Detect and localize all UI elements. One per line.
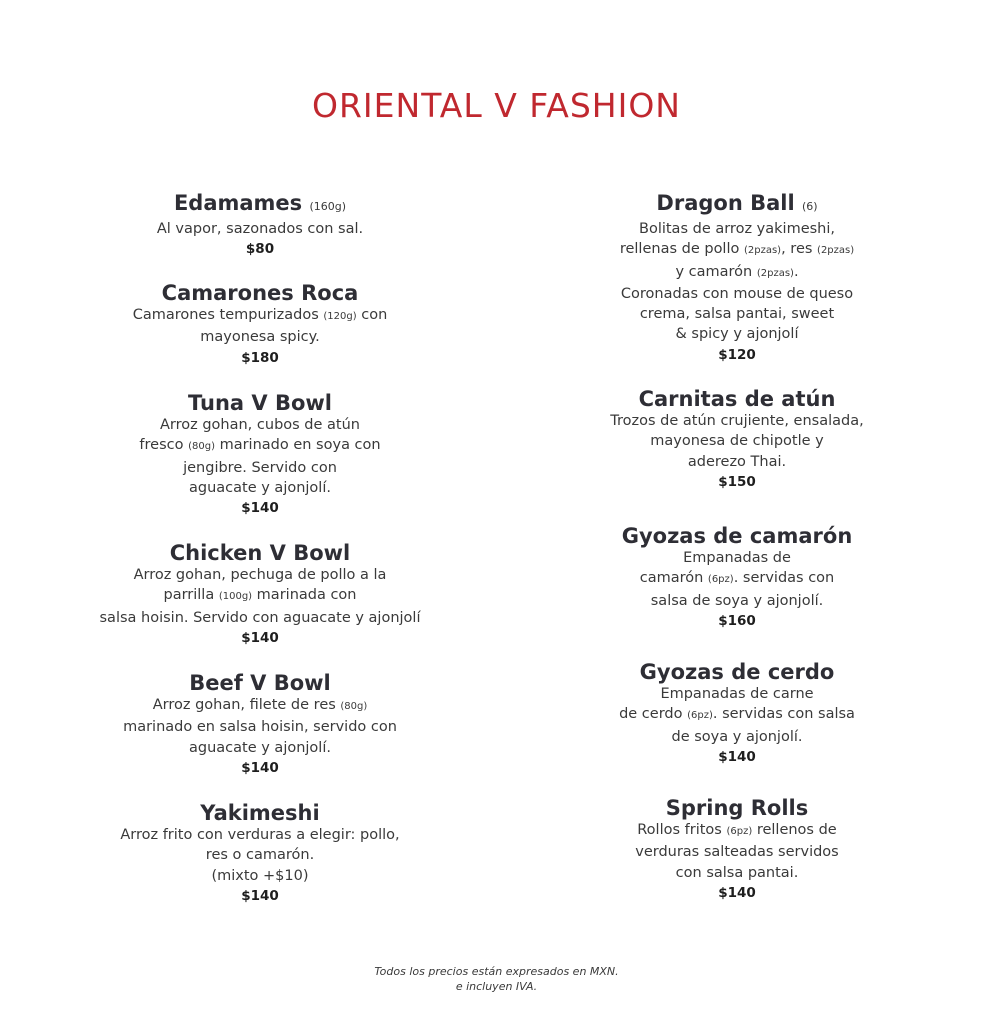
menu-item-camarones-roca <box>60 281 460 368</box>
description-segment: y camarón <box>675 263 757 280</box>
item-name-text: Dragon Ball <box>656 191 795 215</box>
description-line <box>537 324 937 344</box>
description-line <box>60 866 460 886</box>
item-name <box>537 191 937 219</box>
item-name <box>537 524 937 548</box>
item-description <box>60 565 460 628</box>
menu-title: ORIENTAL V FASHION <box>312 86 681 125</box>
item-name-text: Carnitas de atún <box>638 387 836 411</box>
item-price: $140 <box>718 748 756 765</box>
item-description <box>60 415 460 498</box>
description-segment: Empanadas de <box>683 550 791 566</box>
item-name-text: Gyozas de camarón <box>621 524 853 548</box>
description-line <box>537 452 937 472</box>
menu-item-dragon-ball <box>537 191 937 365</box>
description-line <box>537 239 937 261</box>
description-line <box>60 415 460 435</box>
description-line <box>537 820 937 842</box>
item-price: $140 <box>241 887 279 904</box>
description-segment: marinado en soya con <box>214 437 381 454</box>
item-quantity: (160g) <box>309 200 347 213</box>
description-segment: , res <box>781 241 818 258</box>
description-segment: . <box>793 263 799 280</box>
item-name-text: Spring Rolls <box>665 796 809 820</box>
menu-item-gyozas-de-camaron <box>537 524 937 631</box>
footer-line-2: e incluyen IVA. <box>455 980 538 993</box>
menu-item-carnitas-de-atun <box>537 387 937 492</box>
menu-item-gyozas-de-cerdo <box>537 660 937 767</box>
item-name <box>60 801 460 825</box>
description-segment: aguacate y ajonjolí. <box>189 739 331 756</box>
description-segment: (120g) <box>323 311 357 322</box>
menu-item-beef-v-bowl <box>60 671 460 778</box>
description-segment: Trozos de atún crujiente, ensalada, <box>610 413 864 429</box>
description-segment: mayonesa de chipotle y <box>650 433 824 450</box>
description-line <box>537 863 937 883</box>
description-segment: & spicy y ajonjolí <box>675 326 799 343</box>
item-name-text: Edamames <box>173 191 303 215</box>
description-segment: con salsa pantai. <box>675 864 799 881</box>
description-segment: (6pz) <box>687 710 713 722</box>
description-line <box>60 219 460 239</box>
description-line <box>537 727 937 747</box>
item-description <box>537 548 937 611</box>
description-line <box>537 684 937 704</box>
item-name <box>537 387 937 411</box>
description-line <box>60 585 460 607</box>
description-segment: salsa hoisin. Servido con aguacate y ajonjolí <box>99 609 421 626</box>
item-price: $140 <box>241 759 279 776</box>
description-segment: (2pzas) <box>743 245 782 257</box>
description-segment: Rollos fritos <box>637 822 727 838</box>
description-segment: (2pzas) <box>817 245 855 257</box>
description-segment: fresco <box>139 437 189 454</box>
description-segment: (mixto +$10) <box>211 867 309 884</box>
description-line <box>537 304 937 324</box>
description-segment: rellenos de <box>752 822 837 838</box>
description-segment: aderezo Thai. <box>687 453 787 470</box>
description-segment: res o camarón. <box>205 847 315 864</box>
description-line <box>537 431 937 451</box>
menu-item-edamames <box>60 191 460 259</box>
description-line <box>60 327 460 347</box>
description-segment: rellenas de pollo <box>619 241 744 258</box>
item-price: $160 <box>718 612 756 629</box>
item-name-text: Chicken V Bowl <box>169 541 351 565</box>
item-description <box>537 411 937 472</box>
description-segment: crema, salsa pantai, sweet <box>639 306 835 323</box>
menu-item-yakimeshi <box>60 801 460 906</box>
item-description <box>537 820 937 883</box>
menu-item-spring-rolls <box>537 796 937 903</box>
description-segment: Bolitas de arroz yakimeshi, <box>639 221 835 237</box>
description-line <box>60 608 460 628</box>
item-description <box>537 219 937 345</box>
description-segment: (6pz) <box>726 826 753 837</box>
description-line <box>537 411 937 431</box>
description-segment: Camarones tempurizados <box>132 307 324 323</box>
description-segment: Arroz gohan, filete de res <box>152 697 341 713</box>
description-segment: verduras salteadas servidos <box>635 844 839 861</box>
item-price: $140 <box>241 500 279 517</box>
description-line <box>60 478 460 498</box>
description-segment: (6pz) <box>707 574 734 586</box>
description-line <box>60 305 460 327</box>
item-price: $150 <box>718 473 756 490</box>
item-name <box>60 391 460 415</box>
menu-item-chicken-v-bowl <box>60 541 460 648</box>
description-segment: . servidas con <box>733 570 835 587</box>
item-quantity: (6) <box>801 200 818 213</box>
description-segment: aguacate y ajonjolí. <box>189 479 331 496</box>
description-segment: (80g) <box>340 701 368 712</box>
item-name <box>537 796 937 820</box>
item-name-text: Beef V Bowl <box>189 671 331 695</box>
description-segment: marinado en salsa hoisin, servido con <box>123 719 397 736</box>
item-name <box>60 191 460 219</box>
description-line <box>537 262 937 284</box>
description-segment: jengibre. Servido con <box>183 459 337 476</box>
description-line <box>537 219 937 239</box>
item-name <box>60 281 460 305</box>
description-segment: Arroz frito con verduras a elegir: pollo, <box>120 827 400 843</box>
description-line <box>60 825 460 845</box>
description-segment: Arroz gohan, cubos de atún <box>159 417 360 433</box>
description-line <box>60 458 460 478</box>
item-price: $80 <box>245 241 275 258</box>
item-price: $140 <box>241 629 279 646</box>
description-segment: parrilla <box>163 587 219 604</box>
description-line <box>60 717 460 737</box>
description-segment: (100g) <box>218 591 253 603</box>
item-name-text: Tuna V Bowl <box>188 391 332 415</box>
description-line <box>537 284 937 304</box>
description-segment: Coronadas con mouse de queso <box>620 285 854 302</box>
description-line <box>60 845 460 865</box>
item-name-text: Yakimeshi <box>200 801 320 825</box>
footer-line-1: Todos los precios están expresados en MXN. <box>374 965 619 978</box>
description-segment: Arroz gohan, pechuga de pollo a la <box>133 567 387 583</box>
description-segment: de soya y ajonjolí. <box>671 728 803 745</box>
description-line <box>60 435 460 457</box>
description-segment: Al vapor, sazonados con sal. <box>156 221 364 237</box>
item-description <box>60 825 460 886</box>
description-line <box>537 591 937 611</box>
description-line <box>537 568 937 590</box>
description-line <box>537 704 937 726</box>
item-price: $120 <box>718 346 756 363</box>
description-segment: mayonesa spicy. <box>200 329 320 346</box>
description-segment: salsa de soya y ajonjolí. <box>650 592 824 609</box>
description-segment: Empanadas de carne <box>660 686 814 702</box>
menu-item-tuna-v-bowl <box>60 391 460 518</box>
description-line <box>60 565 460 585</box>
item-description <box>60 219 460 239</box>
item-name-text: Camarones Roca <box>161 281 359 305</box>
item-description <box>60 305 460 348</box>
description-line <box>60 695 460 717</box>
description-segment: . servidas con salsa <box>712 706 855 723</box>
description-line <box>60 738 460 758</box>
description-line <box>537 548 937 568</box>
description-segment: (80g) <box>188 441 215 453</box>
description-line <box>537 842 937 862</box>
description-segment: marinada con <box>252 587 357 604</box>
item-description <box>537 684 937 747</box>
description-segment: con <box>356 307 388 323</box>
item-price: $180 <box>241 349 279 366</box>
item-name-text: Gyozas de cerdo <box>639 660 835 684</box>
item-price: $140 <box>718 884 756 901</box>
description-segment: camarón <box>639 570 708 587</box>
item-name <box>60 541 460 565</box>
item-name <box>60 671 460 695</box>
item-name <box>537 660 937 684</box>
footer-note <box>0 964 993 994</box>
description-segment: (2pzas) <box>756 267 794 279</box>
description-segment: de cerdo <box>619 706 688 723</box>
item-description <box>60 695 460 758</box>
